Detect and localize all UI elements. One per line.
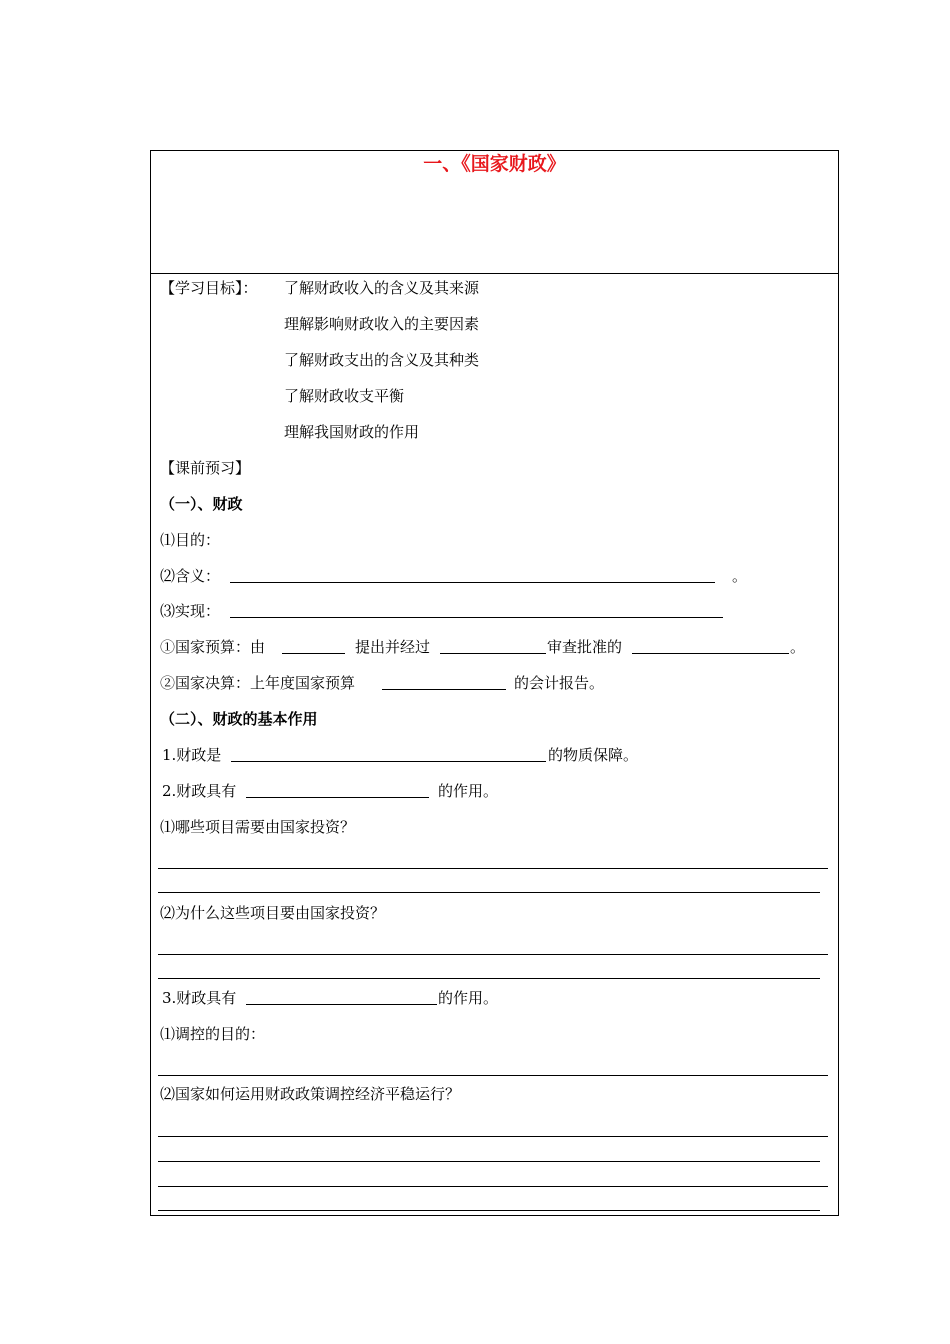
answer-line[interactable] xyxy=(158,978,820,979)
objective-item: 了解财政支出的含义及其种类 xyxy=(284,351,480,369)
blank-line[interactable] xyxy=(440,653,546,654)
q-meaning: ⑵含义： xyxy=(160,567,221,585)
blank-line[interactable] xyxy=(382,689,506,690)
objective-item: 理解影响财政收入的主要因素 xyxy=(284,315,480,333)
answer-line[interactable] xyxy=(158,1186,828,1187)
question: ⑵为什么这些项目要由国家投资？ xyxy=(160,904,386,922)
blank-line[interactable] xyxy=(230,617,723,618)
answer-line[interactable] xyxy=(158,954,828,955)
blank-line[interactable] xyxy=(230,582,715,583)
page-title: 一、《国家财政》 xyxy=(423,153,566,175)
section1-heading: （一）、财政 xyxy=(160,495,243,513)
question: ⑴哪些项目需要由国家投资？ xyxy=(160,818,356,836)
item2-a: 2.财政具有 xyxy=(162,782,237,800)
final-accounts-b: 的会计报告。 xyxy=(514,674,605,692)
budget-text-d: 。 xyxy=(790,638,806,656)
budget-text-b: 提出并经过 xyxy=(355,638,431,656)
question: ⑴调控的目的： xyxy=(160,1025,266,1043)
item1-a: 1.财政是 xyxy=(162,746,222,764)
item2-b: 的作用。 xyxy=(438,782,499,800)
q-purpose: ⑴目的： xyxy=(160,531,221,549)
budget-text-c: 审查批准的 xyxy=(547,638,623,656)
item1-b: 的物质保障。 xyxy=(548,746,639,764)
objective-item: 理解我国财政的作用 xyxy=(284,423,420,441)
item3-a: 3.财政具有 xyxy=(162,989,237,1007)
question: ⑵国家如何运用财政政策调控经济平稳运行？ xyxy=(160,1085,461,1103)
blank-line[interactable] xyxy=(632,653,789,654)
q-meaning-suffix: 。 xyxy=(732,567,748,585)
blank-line[interactable] xyxy=(246,797,429,798)
answer-line[interactable] xyxy=(158,1210,820,1211)
q-realize: ⑶实现： xyxy=(160,602,221,620)
blank-line[interactable] xyxy=(246,1004,437,1005)
answer-line[interactable] xyxy=(158,1136,828,1137)
final-accounts-a: ②国家决算：上年度国家预算 xyxy=(160,674,356,692)
item3-b: 的作用。 xyxy=(438,989,499,1007)
objective-item: 了解财政收入的含义及其来源 xyxy=(284,279,480,297)
answer-line[interactable] xyxy=(158,1075,828,1076)
objectives-label: 【学习目标】： xyxy=(160,279,258,297)
blank-line[interactable] xyxy=(231,761,546,762)
section2-heading: （二）、财政的基本作用 xyxy=(160,710,318,728)
budget-text-a: ①国家预算：由 xyxy=(160,638,266,656)
title-divider xyxy=(150,273,839,274)
answer-line[interactable] xyxy=(158,868,828,869)
blank-line[interactable] xyxy=(282,653,345,654)
answer-line[interactable] xyxy=(158,892,820,893)
answer-line[interactable] xyxy=(158,1161,820,1162)
objective-item: 了解财政收支平衡 xyxy=(284,387,405,405)
preview-label: 【课前预习】 xyxy=(160,459,251,477)
